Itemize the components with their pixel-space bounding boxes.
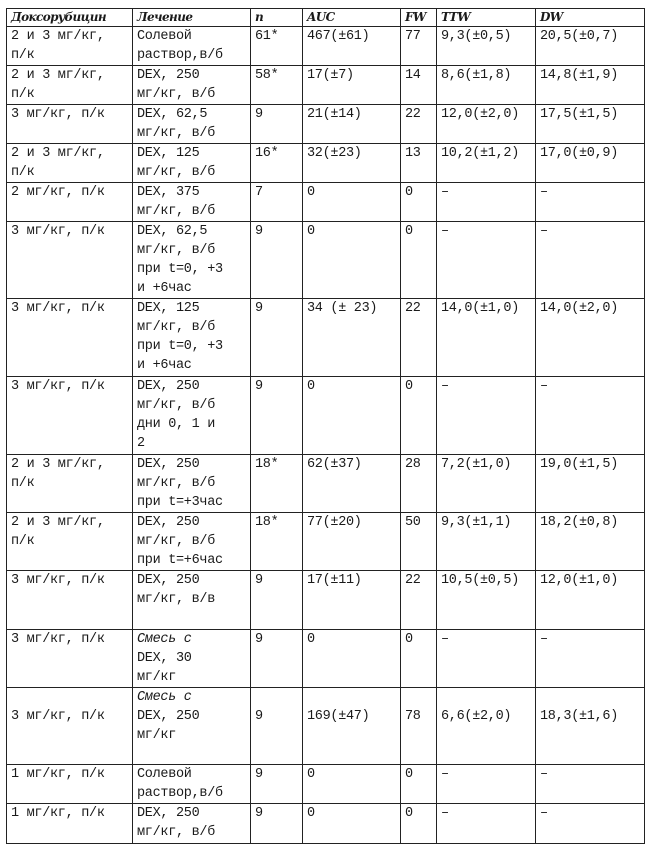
fw-cell: 22: [401, 571, 437, 630]
auc-cell: 32(±23): [303, 144, 401, 183]
auc-cell: 62(±37): [303, 455, 401, 513]
header-fw: FW: [401, 9, 437, 27]
auc-cell: 0: [303, 222, 401, 299]
table-row: [7, 66, 645, 105]
n-cell: 9: [251, 688, 303, 765]
header-doxorubicin: Доксорубицин: [7, 9, 133, 27]
treatment-cell: [133, 144, 251, 183]
ttw-cell: 10,2(±1,2): [437, 144, 536, 183]
treatment-text: DEX, 250 мг/кг, в/б: [137, 806, 215, 840]
dw-cell: –: [536, 630, 645, 688]
auc-cell: 467(±61): [303, 27, 401, 66]
treatment-text: DEX, 62,5 мг/кг, в/б при t=0, +3 и +6час: [137, 224, 223, 296]
auc-cell: 0: [303, 804, 401, 844]
ttw-cell: –: [437, 222, 536, 299]
table-row: [7, 513, 645, 571]
doxorubicin-cell: 3 мг/кг, п/к: [7, 377, 133, 455]
auc-cell: 17(±11): [303, 571, 401, 630]
fw-cell: 77: [401, 27, 437, 66]
header-auc: AUC: [303, 9, 401, 27]
ttw-cell: –: [437, 804, 536, 844]
treatment-text: DEX, 250 мг/кг, в/в: [137, 573, 215, 607]
header-treatment: Лечение: [133, 9, 251, 27]
auc-cell: 21(±14): [303, 105, 401, 144]
dw-cell: –: [536, 804, 645, 844]
treatment-mixture-label: Смесь с: [137, 632, 192, 647]
auc-cell: 17(±7): [303, 66, 401, 105]
treatment-cell: [133, 571, 251, 630]
doxorubicin-cell: 1 мг/кг, п/к: [7, 765, 133, 804]
treatment-cell: [133, 455, 251, 513]
n-cell: 9: [251, 299, 303, 377]
table-row: [7, 571, 645, 630]
dw-cell: 17,0(±0,9): [536, 144, 645, 183]
fw-cell: 28: [401, 455, 437, 513]
ttw-cell: 8,6(±1,8): [437, 66, 536, 105]
dw-cell: 19,0(±1,5): [536, 455, 645, 513]
table-row: [7, 222, 645, 299]
n-cell: 18*: [251, 455, 303, 513]
doxorubicin-cell: 2 мг/кг, п/к: [7, 183, 133, 222]
n-cell: 61*: [251, 27, 303, 66]
results-table: [6, 8, 645, 844]
treatment-text: Солевой раствор,в/б: [137, 767, 223, 801]
ttw-cell: –: [437, 377, 536, 455]
treatment-text: DEX, 250 мг/кг, в/б: [137, 68, 215, 102]
dw-cell: 12,0(±1,0): [536, 571, 645, 630]
fw-cell: 22: [401, 105, 437, 144]
ttw-cell: –: [437, 765, 536, 804]
table-row: [7, 105, 645, 144]
doxorubicin-cell: 2 и 3 мг/кг, п/к: [7, 66, 133, 105]
ttw-cell: 14,0(±1,0): [437, 299, 536, 377]
dw-cell: 20,5(±0,7): [536, 27, 645, 66]
treatment-cell: [133, 765, 251, 804]
fw-cell: 0: [401, 222, 437, 299]
fw-cell: 0: [401, 765, 437, 804]
fw-cell: 78: [401, 688, 437, 765]
auc-cell: 0: [303, 765, 401, 804]
treatment-text: DEX, 250 мг/кг, в/б при t=+3час: [137, 457, 223, 510]
n-cell: 7: [251, 183, 303, 222]
treatment-text: DEX, 30 мг/кг: [137, 651, 192, 685]
doxorubicin-cell: 3 мг/кг, п/к: [7, 222, 133, 299]
header-row: [7, 9, 645, 27]
header-ttw: TTW: [437, 9, 536, 27]
table-row: [7, 765, 645, 804]
n-cell: 9: [251, 571, 303, 630]
table-row: [7, 299, 645, 377]
treatment-text: DEX, 125 мг/кг, в/б: [137, 146, 215, 180]
n-cell: 9: [251, 377, 303, 455]
auc-cell: 169(±47): [303, 688, 401, 765]
auc-cell: 0: [303, 183, 401, 222]
table-row: [7, 183, 645, 222]
doxorubicin-cell: 2 и 3 мг/кг, п/к: [7, 513, 133, 571]
dw-cell: 18,3(±1,6): [536, 688, 645, 765]
treatment-text: DEX, 125 мг/кг, в/б при t=0, +3 и +6час: [137, 301, 223, 373]
fw-cell: 13: [401, 144, 437, 183]
doxorubicin-cell: 3 мг/кг, п/к: [7, 630, 133, 688]
ttw-cell: 9,3(±0,5): [437, 27, 536, 66]
treatment-cell: [133, 804, 251, 844]
table-row: [7, 377, 645, 455]
doxorubicin-cell: 2 и 3 мг/кг, п/к: [7, 455, 133, 513]
table-row: [7, 455, 645, 513]
treatment-cell: [133, 66, 251, 105]
doxorubicin-cell: 1 мг/кг, п/к: [7, 804, 133, 844]
treatment-text: DEX, 62,5 мг/кг, в/б: [137, 107, 215, 141]
dw-cell: –: [536, 222, 645, 299]
fw-cell: 0: [401, 183, 437, 222]
n-cell: 9: [251, 105, 303, 144]
treatment-cell: [133, 299, 251, 377]
n-cell: 16*: [251, 144, 303, 183]
dw-cell: 14,8(±1,9): [536, 66, 645, 105]
n-cell: 9: [251, 630, 303, 688]
treatment-cell: [133, 183, 251, 222]
fw-cell: 50: [401, 513, 437, 571]
fw-cell: 0: [401, 630, 437, 688]
n-cell: 58*: [251, 66, 303, 105]
doxorubicin-cell: 3 мг/кг, п/к: [7, 299, 133, 377]
treatment-text: Солевой раствор,в/б: [137, 29, 223, 63]
n-cell: 9: [251, 222, 303, 299]
fw-cell: 14: [401, 66, 437, 105]
fw-cell: 0: [401, 377, 437, 455]
n-cell: 9: [251, 765, 303, 804]
ttw-cell: –: [437, 630, 536, 688]
dw-cell: –: [536, 377, 645, 455]
treatment-cell: [133, 513, 251, 571]
auc-cell: 0: [303, 377, 401, 455]
header-dw: DW: [536, 9, 645, 27]
treatment-mixture-label: Смесь с: [137, 690, 192, 705]
dw-cell: 14,0(±2,0): [536, 299, 645, 377]
treatment-text: DEX, 250 мг/кг, в/б при t=+6час: [137, 515, 223, 568]
auc-cell: 77(±20): [303, 513, 401, 571]
treatment-cell: [133, 222, 251, 299]
dw-cell: –: [536, 183, 645, 222]
dw-cell: 17,5(±1,5): [536, 105, 645, 144]
ttw-cell: 12,0(±2,0): [437, 105, 536, 144]
treatment-cell: [133, 377, 251, 455]
table-body: [7, 27, 645, 844]
treatment-cell: [133, 688, 251, 765]
table-row: [7, 27, 645, 66]
table-row: [7, 144, 645, 183]
treatment-text: DEX, 250 мг/кг, в/б дни 0, 1 и 2: [137, 379, 215, 451]
treatment-cell: [133, 105, 251, 144]
n-cell: 18*: [251, 513, 303, 571]
fw-cell: 22: [401, 299, 437, 377]
treatment-cell: [133, 630, 251, 688]
n-cell: 9: [251, 804, 303, 844]
ttw-cell: 6,6(±2,0): [437, 688, 536, 765]
doxorubicin-cell: 3 мг/кг, п/к: [7, 571, 133, 630]
header-n: n: [251, 9, 303, 27]
doxorubicin-cell: 3 мг/кг, п/к: [7, 688, 133, 765]
doxorubicin-cell: 2 и 3 мг/кг, п/к: [7, 144, 133, 183]
doxorubicin-cell: 2 и 3 мг/кг, п/к: [7, 27, 133, 66]
table-row: [7, 804, 645, 844]
table-row: [7, 688, 645, 765]
ttw-cell: 9,3(±1,1): [437, 513, 536, 571]
fw-cell: 0: [401, 804, 437, 844]
dw-cell: 18,2(±0,8): [536, 513, 645, 571]
ttw-cell: 7,2(±1,0): [437, 455, 536, 513]
treatment-text: DEX, 375 мг/кг, в/б: [137, 185, 215, 219]
ttw-cell: –: [437, 183, 536, 222]
ttw-cell: 10,5(±0,5): [437, 571, 536, 630]
treatment-text: DEX, 250 мг/кг: [137, 709, 199, 743]
doxorubicin-cell: 3 мг/кг, п/к: [7, 105, 133, 144]
auc-cell: 0: [303, 630, 401, 688]
auc-cell: 34 (± 23): [303, 299, 401, 377]
dw-cell: –: [536, 765, 645, 804]
treatment-cell: [133, 27, 251, 66]
table-row: [7, 630, 645, 688]
